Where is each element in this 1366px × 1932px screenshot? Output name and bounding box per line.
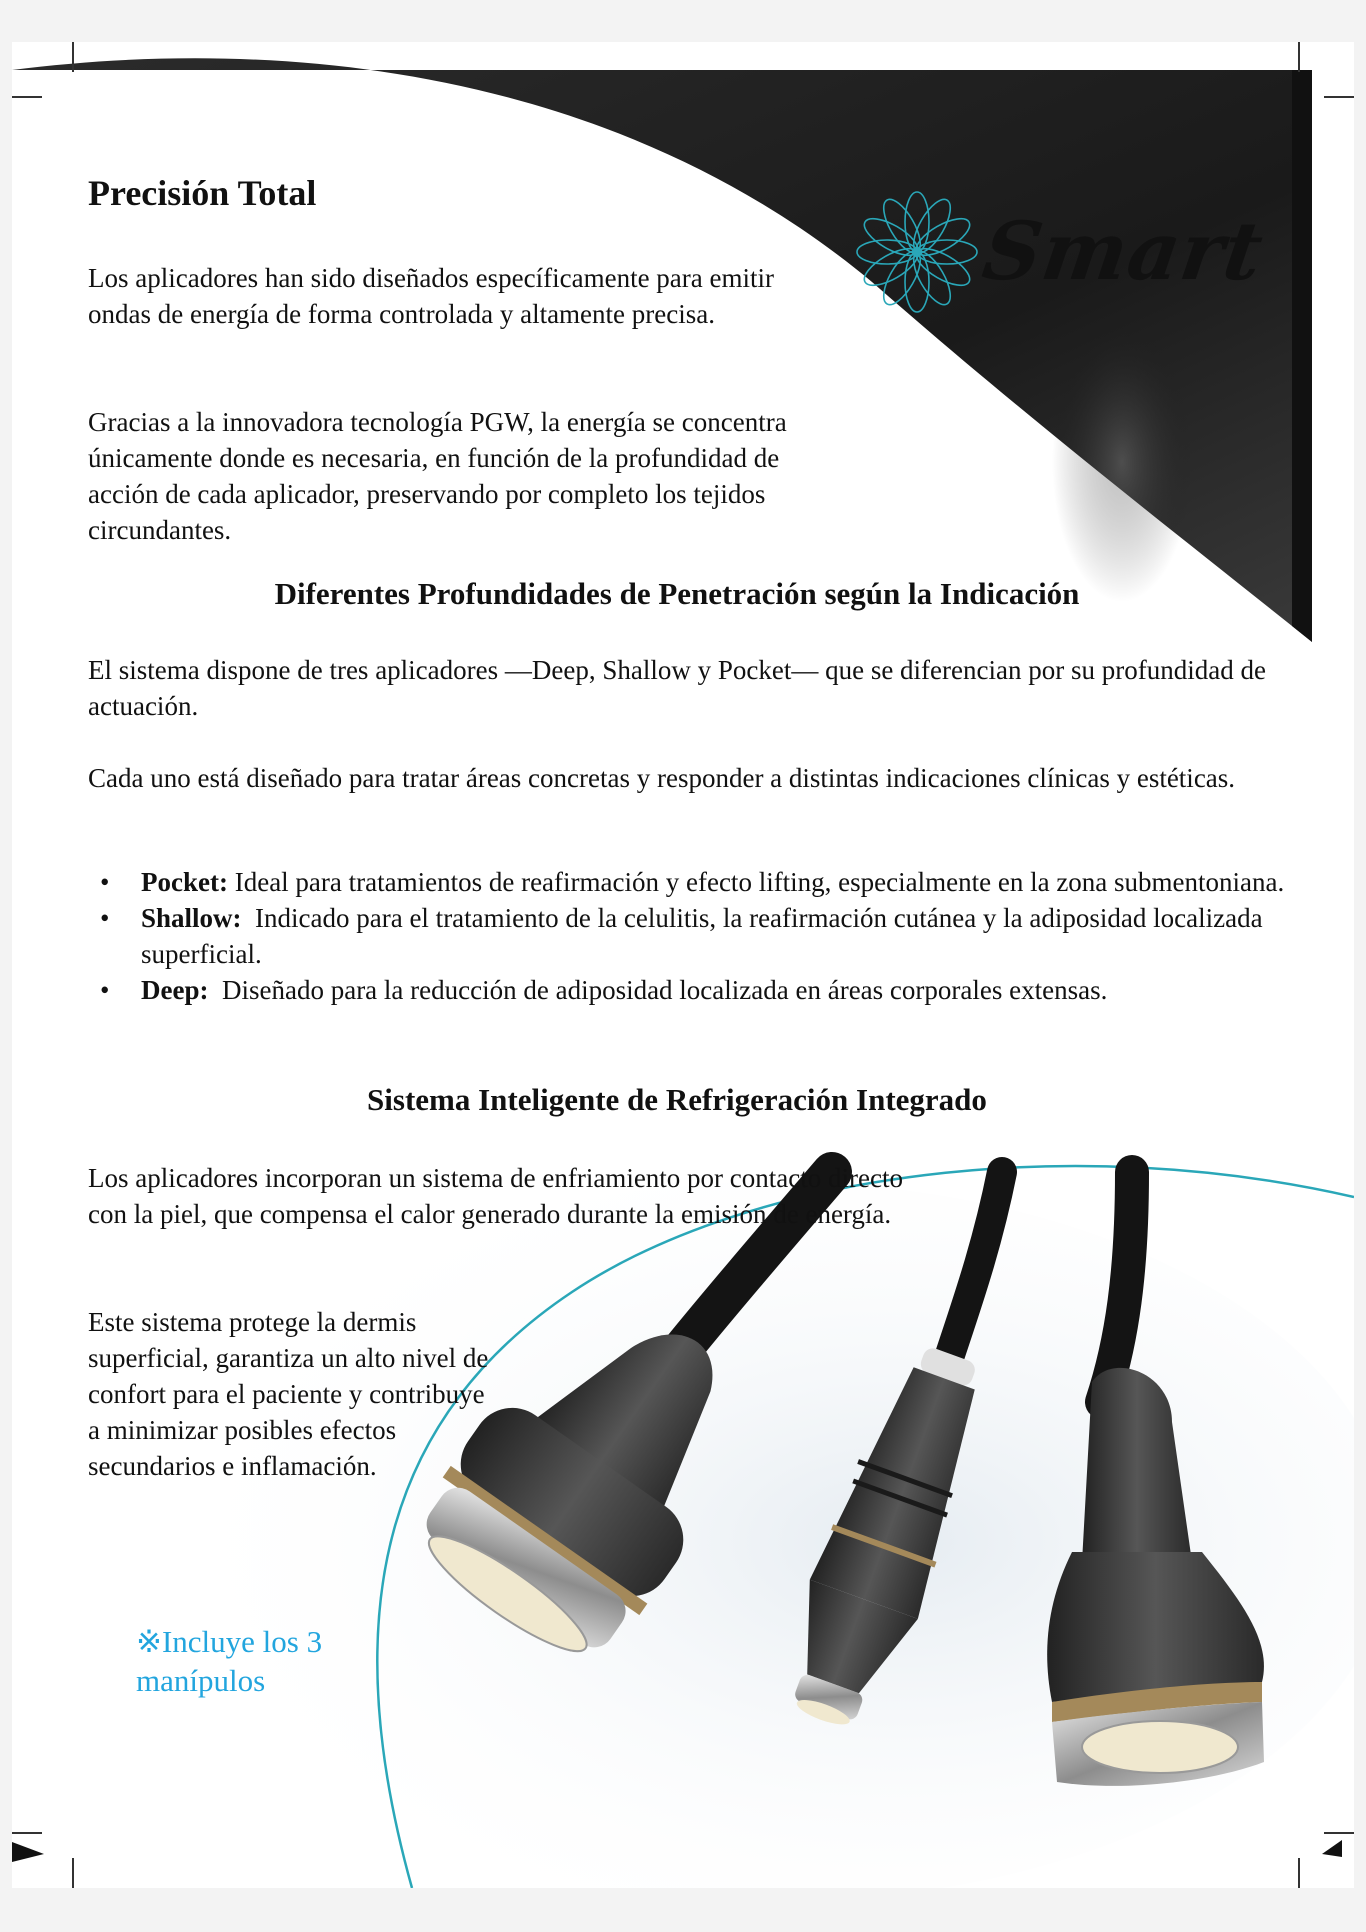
crop-mark <box>72 1858 74 1888</box>
bullet-term: Pocket: <box>141 867 228 897</box>
crop-mark <box>1324 1832 1354 1834</box>
brochure-page <box>12 42 1354 1888</box>
logo-wordmark: Smart <box>977 204 1269 298</box>
intro-paragraph-2: Gracias a la innovadora tecnología PGW, la energía se concentra únicamente donde es necesaria, en función de la profundidad de acción de cada aplicador, preservando por completo los tejidos circundantes. <box>88 407 787 545</box>
lotus-mandala-icon <box>852 187 982 317</box>
bullet-text: Indicado para el tratamiento de la celulitis, la reafirmación cutánea y la adiposidad localizada superficial. <box>141 903 1263 969</box>
cooling-heading: Sistema Inteligente de Refrigeración Integrado <box>367 1082 987 1117</box>
included-handpieces-note: ※Incluye los 3 manípulos <box>136 1624 323 1698</box>
penetration-paragraph-1: El sistema dispone de tres aplicadores —Deep, Shallow y Pocket— que se diferencian por su profundidad de actuación. <box>88 655 1266 721</box>
penetration-heading: Diferentes Profundidades de Penetración según la Indicación <box>274 576 1080 611</box>
page-title: Precisión Total <box>88 173 317 213</box>
intro-paragraph-1: Los aplicadores han sido diseñados específicamente para emitir ondas de energía de forma controlada y altamente precisa. <box>88 263 774 329</box>
penetration-paragraph-2: Cada uno está diseñado para tratar áreas concretas y responder a distintas indicaciones clínicas y estéticas. <box>88 763 1236 793</box>
list-item-shallow <box>88 900 1288 972</box>
crop-mark <box>1298 1858 1300 1888</box>
bullet-text: Ideal para tratamientos de reafirmación y efecto lifting, especialmente en la zona submentoniana. <box>234 867 1285 897</box>
cooling-paragraph-1: Los aplicadores incorporan un sistema de enfriamiento por contacto directo con la piel, que compensa el calor generado durante la emisión de energía. <box>88 1163 903 1229</box>
list-item-deep <box>88 972 1288 1008</box>
brand-logo <box>852 162 1269 342</box>
bullet-text: Diseñado para la reducción de adiposidad localizada en áreas corporales extensas. <box>221 975 1108 1005</box>
crop-mark <box>1324 96 1354 98</box>
applicator-list <box>88 864 1288 1008</box>
cooling-paragraph-2: Este sistema protege la dermis superficial, garantiza un alto nivel de confort para el paciente y contribuye a minimizar posibles efectos secundarios e inflamación. <box>88 1307 489 1481</box>
list-item-pocket <box>88 864 1288 900</box>
crop-mark <box>72 42 74 72</box>
crop-mark <box>1298 42 1300 72</box>
bullet-term: Shallow: <box>141 903 242 933</box>
crop-mark <box>12 96 42 98</box>
crop-mark <box>12 1832 42 1834</box>
bullet-term: Deep: <box>141 975 209 1005</box>
